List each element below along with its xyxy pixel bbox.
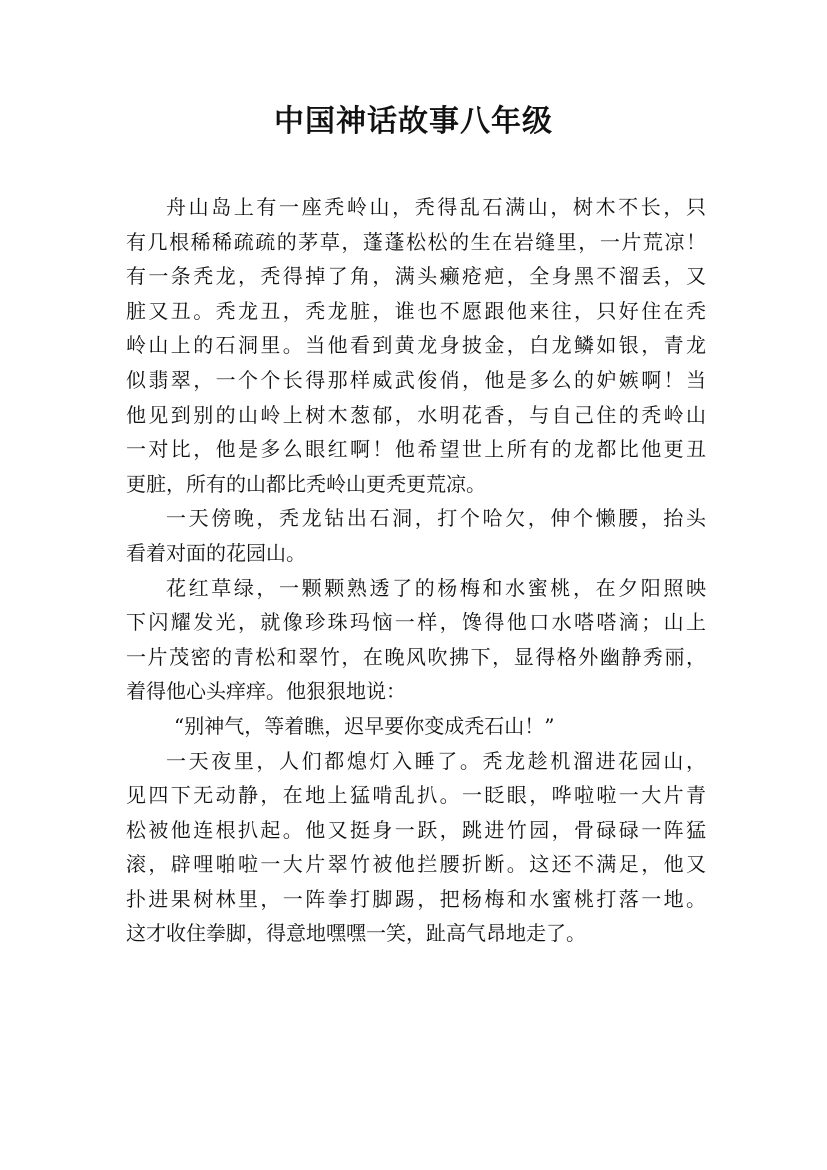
document-title: 中国神话故事八年级 [274,104,553,139]
text-line: 一对比，他是多么眼红啊！他希望世上所有的龙都比他更丑 [126,437,706,462]
text-line: 一天傍晚，秃龙钻出石洞，打个哈欠，伸个懒腰，抬头 [166,506,706,531]
text-line: 有几根稀稀疏疏的茅草，蓬蓬松松的生在岩缝里，一片荒凉！ [126,229,706,254]
text-line: 看着对面的花园山。 [126,540,306,565]
text-line: 滚，辟哩啪啦一大片翠竹被他拦腰折断。这还不满足，他又 [126,852,706,877]
text-line: 有一条秃龙，秃得掉了角，满头癞疮疤，全身黑不溜丢，又 [126,264,706,289]
text-line: 一天夜里，人们都熄灯入睡了。秃龙趁机溜进花园山， [166,748,706,773]
quote-paragraph [126,709,706,744]
text-line: 更脏，所有的山都比秃岭山更秃更荒凉。 [126,471,486,496]
body-paragraph [126,190,706,501]
text-line: 松被他连根扒起。他又挺身一跃，跳进竹园，骨碌碌一阵猛 [126,817,706,842]
text-line: 似翡翠，一个个长得那样威武俊俏，他是多么的妒嫉啊！当 [126,367,706,392]
text-line: 见四下无动静，在地上猛啃乱扒。一眨眼，哗啦啦一大片青 [126,783,706,808]
text-line: 着得他心头痒痒。他狠狠地说： [126,679,406,704]
text-line: 脏又丑。秃龙丑，秃龙脏，谁也不愿跟他来往，只好住在秃 [126,298,706,323]
text-line: 舟山岛上有一座秃岭山，秃得乱石满山，树木不长，只 [166,195,706,219]
body-paragraph [126,571,706,709]
text-line: 下闪耀发光，就像珍珠玛恼一样，馋得他口水嗒嗒滴；山上 [126,610,706,635]
text-line: 这才收住拳脚，得意地嘿嘿一笑，趾高气昂地走了。 [126,921,586,946]
body-paragraph [126,744,706,952]
text-line: 花红草绿，一颗颗熟透了的杨梅和水蜜桃，在夕阳照映 [166,575,706,600]
text-line: 他见到别的山岭上树木葱郁，水明花香，与自己住的秃岭山 [126,402,706,427]
text-line: “别神气，等着瞧，迟早要你变成秃石山！” [174,713,555,738]
text-line: 岭山上的石洞里。当他看到黄龙身披金，白龙鳞如银，青龙 [126,333,706,358]
body-paragraph [126,501,706,570]
text-line: 一片茂密的青松和翠竹，在晚风吹拂下，显得格外幽静秀丽， [126,644,706,669]
text-line: 扑进果树林里，一阵拳打脚踢，把杨梅和水蜜桃打落一地。 [126,886,706,911]
document-body [126,190,706,951]
